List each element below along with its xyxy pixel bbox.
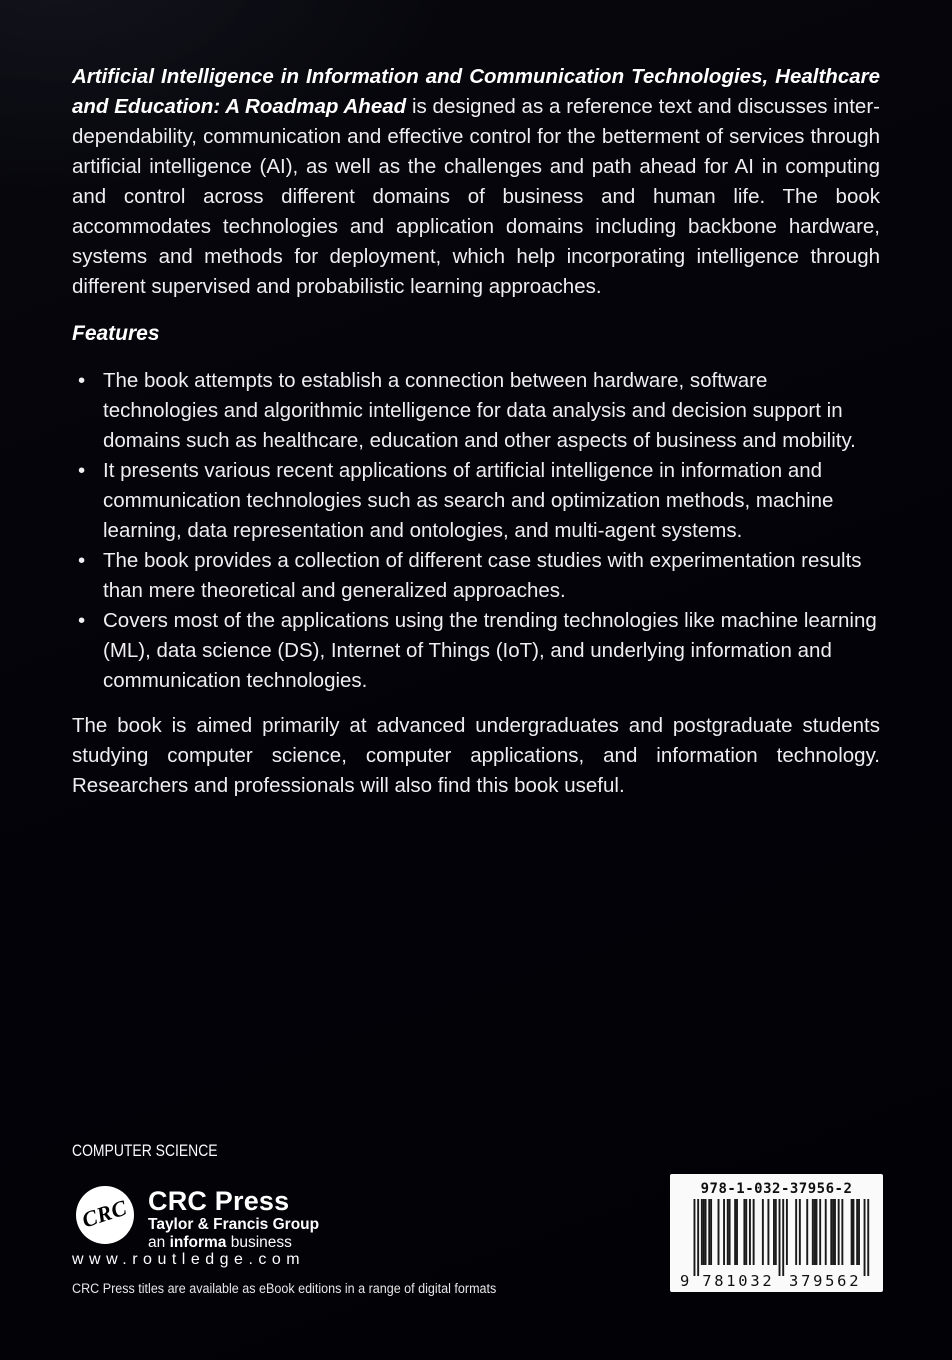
ean13-bars	[680, 1199, 873, 1287]
publisher-group: Taylor & Francis Group	[148, 1216, 320, 1233]
crc-logo-icon	[76, 1186, 134, 1244]
svg-text:9: 9	[680, 1272, 690, 1287]
feature-item: • The book attempts to establish a connection between hardware, software technologies and algorithmic intelligence for data analysis and decision support in domains such as healthcare, education and other aspects of business and mobility.	[72, 366, 880, 456]
book-title: Artificial Intelligence in Information and Communication Technologies, Healthcare and Education: A Roadmap Ahead	[72, 65, 880, 118]
feature-item: • Covers most of the applications using the trending technologies like machine learning (ML), data science (DS), Internet of Things (IoT), and underlying information and communication technologies.	[72, 606, 880, 696]
publisher-tagline	[148, 1234, 292, 1251]
isbn-barcode	[670, 1174, 883, 1292]
feature-item: • The book provides a collection of different case studies with experimentation results than mere theoretical and generalized approaches.	[72, 546, 880, 606]
tagline-post: business	[226, 1234, 292, 1251]
intro-body-text: is designed as a reference text and discusses inter-dependability, communication and effective control for the betterment of services through artificial intelligence (AI), as well as the challenges and path ahead for AI in computing and control across different domains of business and human life. The book accommodates technologies and application domains including backbone hardware, systems and methods for deployment, which help incorporating intelligence through different supervised and probabilistic learning approaches.	[72, 95, 880, 298]
crc-monogram: CRC	[79, 1194, 131, 1233]
publisher-website: www.routledge.com	[72, 1251, 306, 1268]
back-cover-text-block	[72, 62, 880, 801]
isbn-number: 978-1-032-37956-2	[700, 1181, 853, 1197]
tagline-brand: informa	[169, 1234, 227, 1251]
ebook-availability-note: CRC Press titles are available as eBook editions in a range of digital formats	[72, 1281, 497, 1296]
publisher-name: CRC Press	[148, 1186, 290, 1216]
intro-paragraph	[72, 62, 880, 302]
svg-text:379562: 379562	[789, 1272, 859, 1287]
features-list	[72, 366, 880, 696]
tagline-pre: an	[148, 1234, 170, 1251]
subject-category-label: COMPUTER SCIENCE	[72, 1141, 218, 1160]
audience-paragraph: The book is aimed primarily at advanced undergraduates and postgraduate students studying computer science, computer applications, and information technology. Researchers and professionals will also find this book useful.	[72, 714, 880, 797]
feature-item: • It presents various recent applications of artificial intelligence in information and communication technologies such as search and optimization methods, machine learning, data representation and ontologies, and multi-agent systems.	[72, 456, 880, 546]
features-heading: Features	[72, 322, 160, 345]
svg-text:781032: 781032	[702, 1272, 772, 1287]
